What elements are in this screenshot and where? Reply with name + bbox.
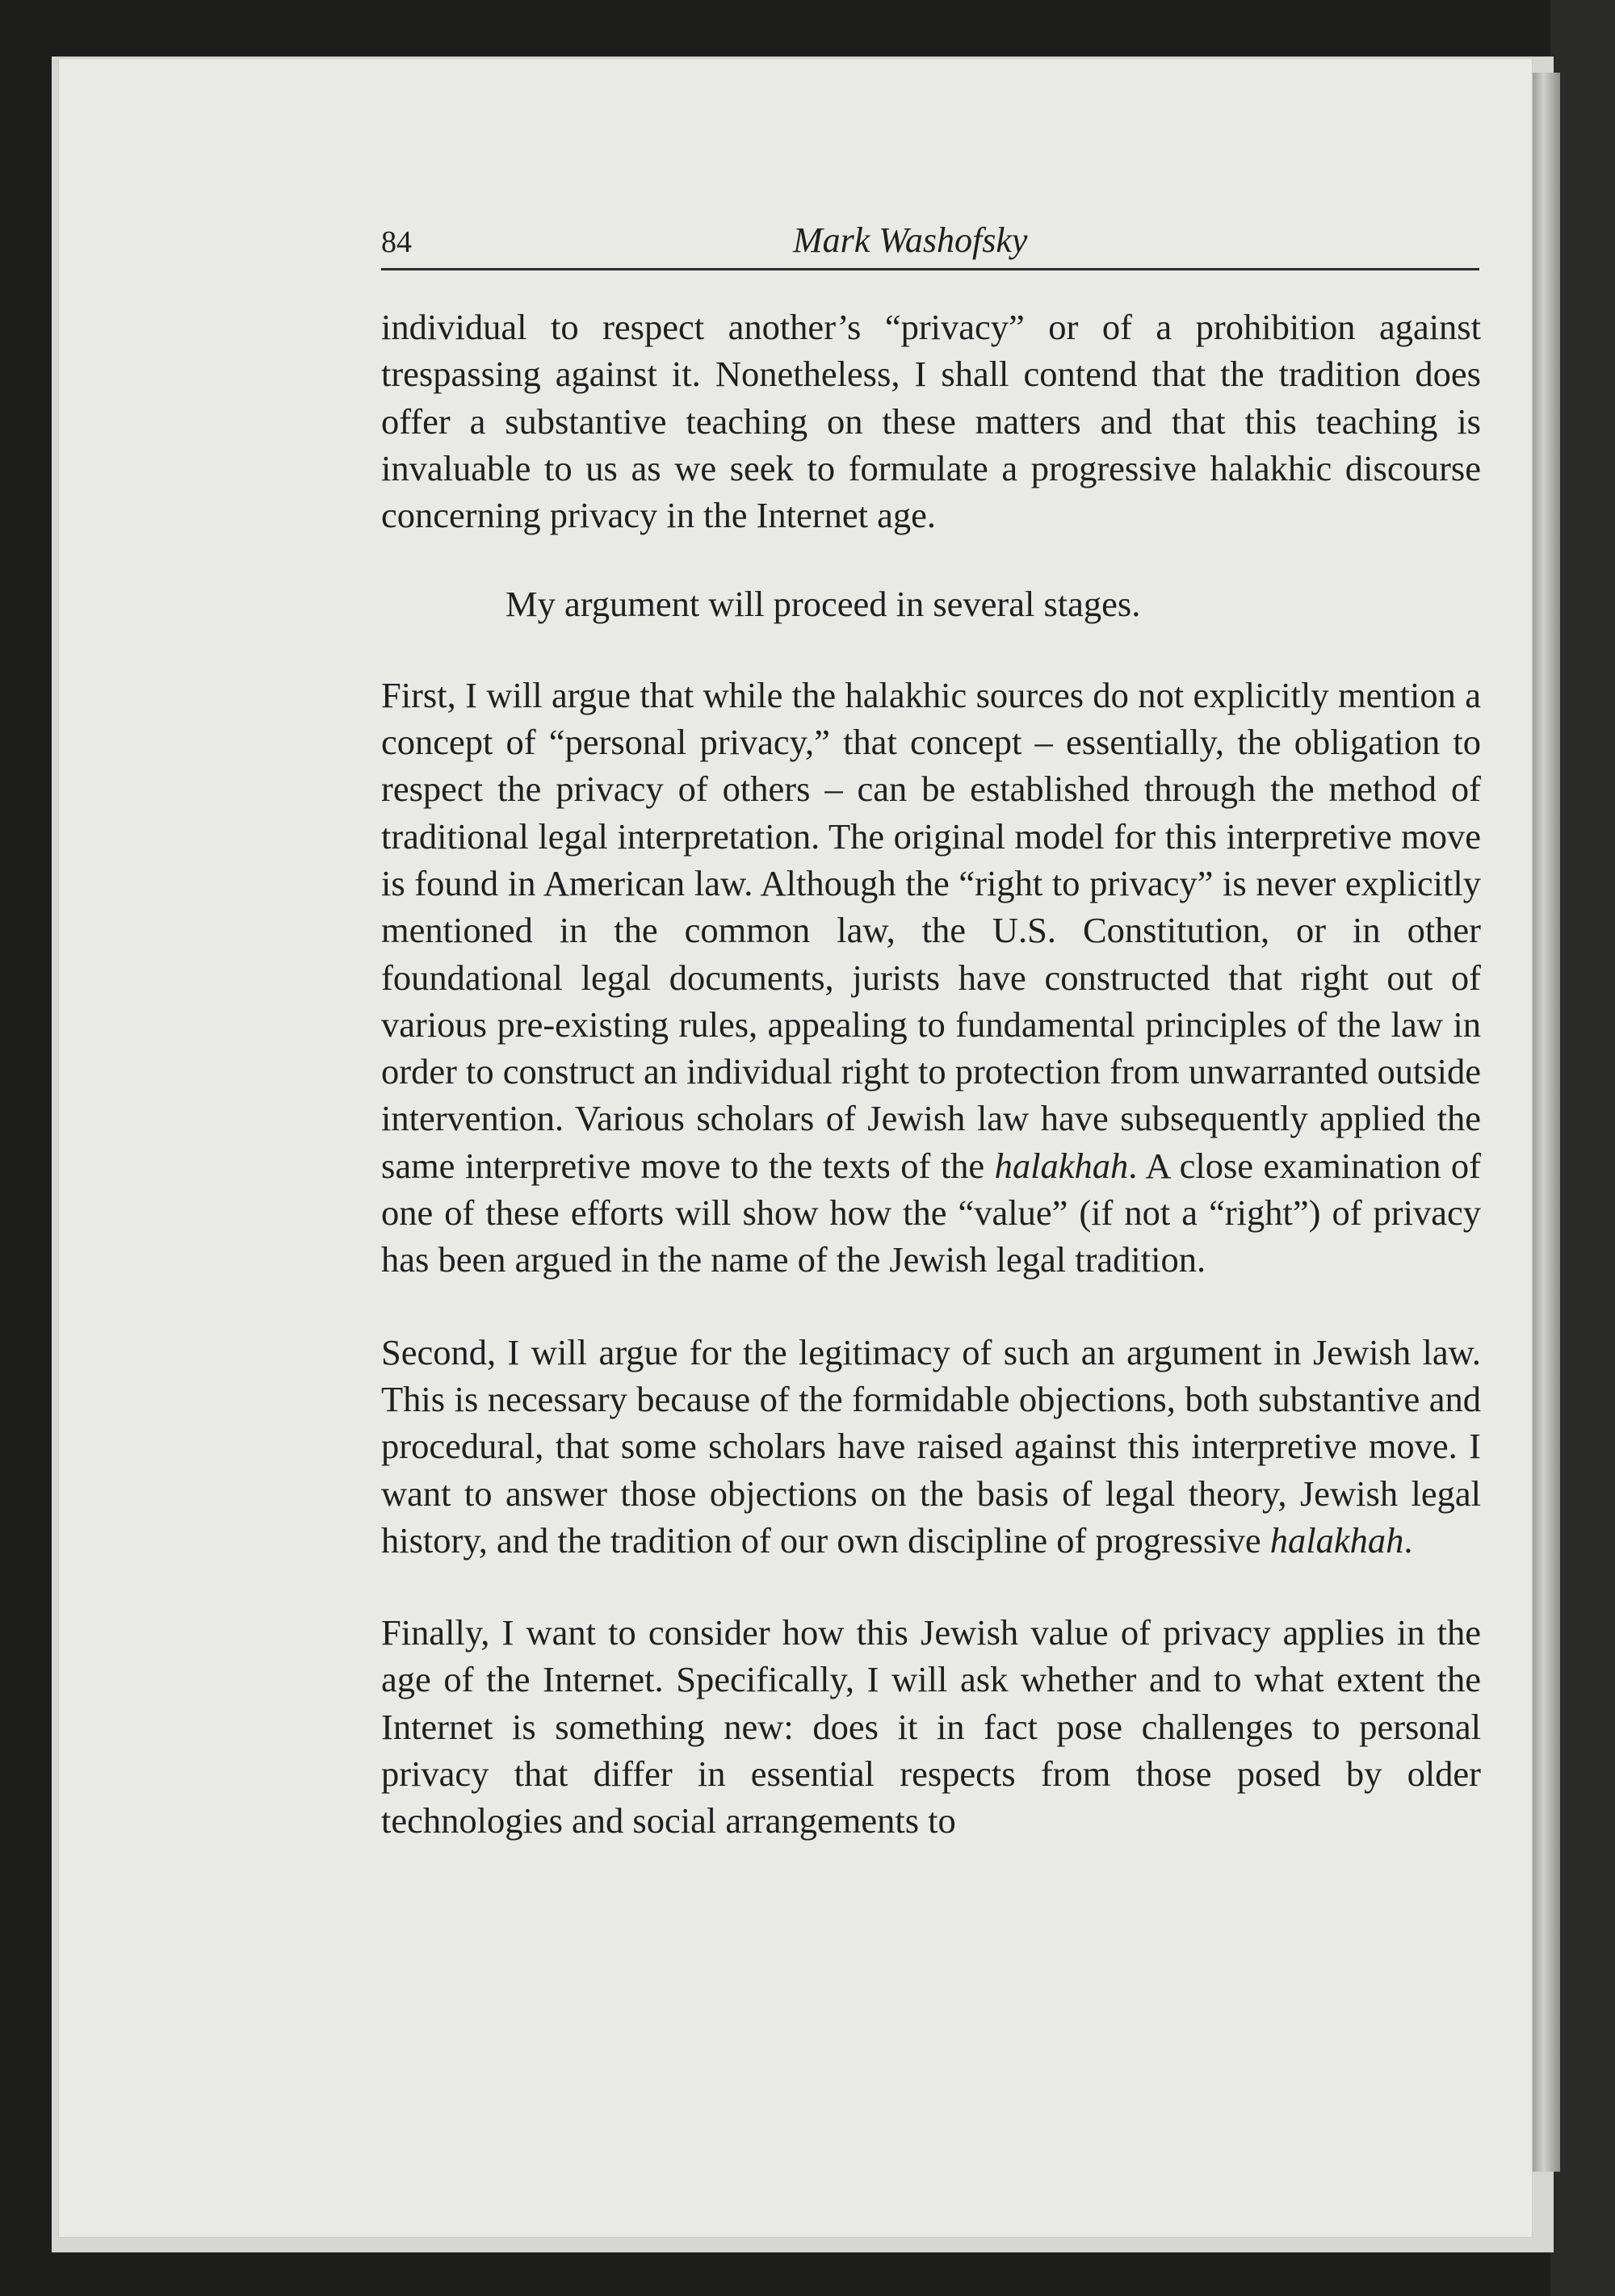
- page-edge: [1533, 73, 1560, 2172]
- body-text: [381, 304, 1481, 1845]
- page-number: 84: [381, 225, 412, 259]
- running-title: Mark Washofsky: [793, 220, 1028, 260]
- paragraph-4-italic: halakhah: [1269, 1519, 1404, 1561]
- paragraph-4-text: Second, I will argue for the legitimacy of such an argument in Jewish law. This is necessary because of the formidable objections, both substantive and procedural, that some scholars have raised against this interpretive move. I want to answer those objections on the basis of legal theory, Jewish legal history, and the tradition of our own discipline of progressive: [381, 1331, 1481, 1561]
- paragraph-3-text-end: . A close examination of one of these efforts will show how the “value” (if not a “right”) of privacy has been argued in the name of the Jewish legal tradition.: [381, 1145, 1481, 1280]
- paragraph-3: [381, 672, 1481, 1284]
- paragraph-4-text-end: .: [1403, 1519, 1413, 1561]
- paragraph-3-text: First, I will argue that while the halakhic sources do not explicitly mention a concept of “personal privacy,” that concept – essentially, the obligation to respect the privacy of others – can be established through the method of traditional legal interpretation. The original model for this interpretive move is found in American law. Although the “right to privacy” is never explicitly mentioned in the common law, the U.S. Constitution, or in other foundational legal documents, jurists have constructed that right out of various pre-existing rules, appealing to fundamental principles of the law in order to construct an individual right to protection from unwarranted outside intervention. Various scholars of Jewish law have subsequently applied the same interpretive move to the texts of the: [381, 674, 1481, 1186]
- running-head: [381, 218, 1479, 270]
- paragraph-3-italic: halakhah: [994, 1145, 1129, 1186]
- paragraph-5: Finally, I want to consider how this Jewish value of privacy applies in the age of the Internet. Specifically, I will ask whether and to what extent the Internet is something new: does it in fact pose challenges to personal privacy that differ in essential respects from those posed by older technologies and social arrangements to: [381, 1612, 1481, 1841]
- paragraph-4: [381, 1329, 1481, 1564]
- paragraph-1: individual to respect another’s “privacy” or of a prohibition against trespassing against it. Nonetheless, I shall contend that the tradition does offer a substantive teaching on these matters and that this teaching is invaluable to us as we seek to formulate a progressive halakhic discourse concerning privacy in the Internet age.: [381, 307, 1481, 536]
- paragraph-2: My argument will proceed in several stages.: [505, 584, 1141, 625]
- background-right: [1550, 0, 1615, 2296]
